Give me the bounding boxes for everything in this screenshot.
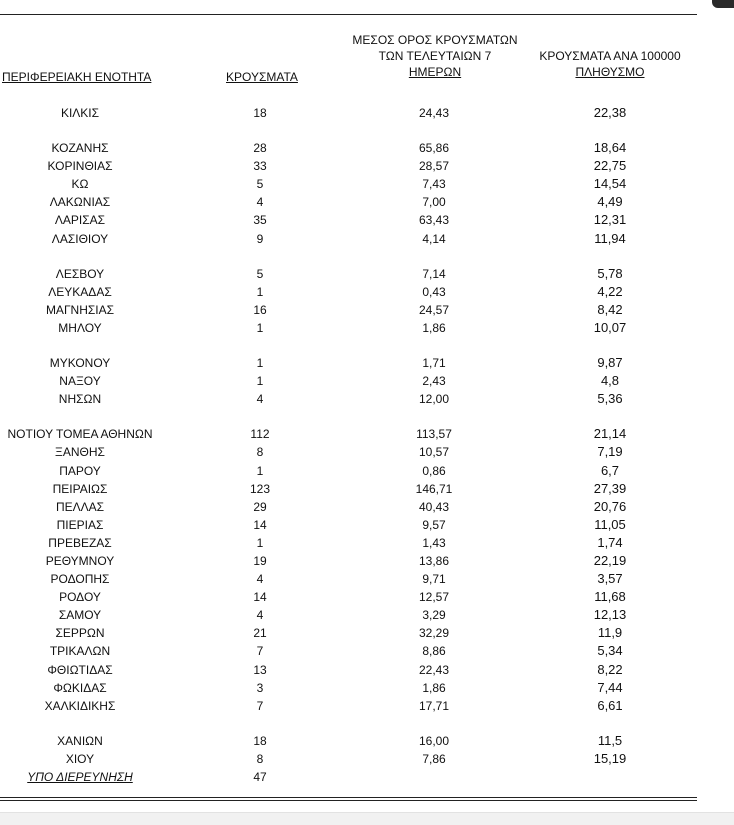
cell-average: 40,43 <box>418 499 450 514</box>
cell-cases: 1 <box>256 356 264 371</box>
cell-per-100k: 11,94 <box>594 230 626 246</box>
header-avg-line3: ΗΜΕΡΩΝ <box>408 65 462 79</box>
table-row <box>0 462 700 480</box>
cell-per-100k: 22,38 <box>593 105 627 120</box>
cell-per-100k: 4,49 <box>597 194 623 210</box>
cell-cases: 16 <box>253 302 267 317</box>
cell-average: 12,00 <box>418 392 450 407</box>
cell-average: 9,57 <box>422 517 446 532</box>
table-row <box>0 104 700 122</box>
table-row <box>0 425 700 443</box>
bottom-rule-double <box>0 800 697 801</box>
table-row <box>0 750 700 768</box>
cell-per-100k: 6,7 <box>600 462 620 478</box>
cell-cases: 33 <box>253 159 267 174</box>
cell-per-100k: 1,74 <box>597 534 623 550</box>
cell-region: ΝΗΣΩΝ <box>58 392 102 407</box>
table-row <box>0 139 700 157</box>
cell-region: ΡΟΔΟΠΗΣ <box>50 572 110 587</box>
cell-region: ΠΑΡΟΥ <box>59 463 101 478</box>
table-row-under-investigation <box>0 768 700 786</box>
cell-per-100k: 4,22 <box>597 283 623 299</box>
table-row <box>0 354 700 372</box>
cell-region: ΡΕΘΥΜΝΟΥ <box>45 553 115 568</box>
cell-cases: 4 <box>256 195 264 210</box>
cell-per-100k: 8,22 <box>597 661 623 677</box>
cell-average: 2,43 <box>422 374 446 389</box>
table-row <box>0 193 700 211</box>
table-row <box>0 157 700 175</box>
cell-cases: 4 <box>256 392 264 407</box>
table-row <box>0 697 700 715</box>
cell-per-100k: 4,8 <box>600 373 620 389</box>
cell-average: 12,57 <box>418 590 450 605</box>
cell-average: 0,86 <box>422 463 446 478</box>
table-row <box>0 319 700 337</box>
cell-cases: 19 <box>253 553 267 568</box>
table-row <box>0 552 700 570</box>
cell-per-100k: 11,68 <box>594 589 626 605</box>
header-avg-line1: ΜΕΣΟΣ ΟΡΟΣ ΚΡΟΥΣΜΑΤΩΝ <box>352 33 518 47</box>
table-row <box>0 570 700 588</box>
cell-region: ΛΑΣΙΘΙΟΥ <box>51 231 109 246</box>
cell-region: ΛΑΡΙΣΑΣ <box>54 213 106 228</box>
cell-region: ΧΙΟΥ <box>65 751 95 766</box>
cell-cases: 1 <box>256 320 264 335</box>
cell-cases: 21 <box>253 626 267 641</box>
cell-average: 7,14 <box>422 266 446 281</box>
cell-region: ΣΑΜΟΥ <box>58 608 102 623</box>
cell-average: 65,86 <box>418 141 450 156</box>
cell-cases: 4 <box>256 572 264 587</box>
cell-region: ΚΟΖΑΝΗΣ <box>51 141 109 156</box>
header-per-100k <box>510 48 710 80</box>
cell-per-100k: 11,5 <box>597 732 623 748</box>
cell-cases: 1 <box>256 463 264 478</box>
cell-per-100k: 18,64 <box>593 140 627 156</box>
cell-per-100k: 20,76 <box>593 498 627 514</box>
cell-region: ΠΙΕΡΙΑΣ <box>56 517 104 532</box>
cell-region: ΛΕΥΚΑΔΑΣ <box>48 284 112 299</box>
cell-average: 3,29 <box>422 608 446 623</box>
cell-average: 146,71 <box>415 481 453 496</box>
cell-average: 7,43 <box>422 177 446 192</box>
table-row <box>0 661 700 679</box>
cell-average: 63,43 <box>418 213 450 228</box>
cell-average: 17,71 <box>418 698 450 713</box>
cell-average: 13,86 <box>418 553 450 568</box>
cell-cases: 47 <box>253 770 267 784</box>
cell-cases: 35 <box>253 213 267 228</box>
cell-region: ΞΑΝΘΗΣ <box>55 445 105 460</box>
cell-region: ΧΑΝΙΩΝ <box>57 733 103 748</box>
cell-per-100k: 5,36 <box>597 391 623 407</box>
cell-cases: 1 <box>256 535 264 550</box>
cell-region: ΚΟΡΙΝΘΙΑΣ <box>47 159 113 174</box>
cell-cases: 112 <box>250 427 270 442</box>
table-row <box>0 498 700 516</box>
cell-average: 16,00 <box>418 733 450 748</box>
cell-average: 22,43 <box>418 662 450 677</box>
table-row <box>0 175 700 193</box>
table-row <box>0 516 700 534</box>
table-row <box>0 265 700 283</box>
table-row <box>0 534 700 552</box>
cell-per-100k: 27,39 <box>593 480 627 496</box>
cell-region: ΠΡΕΒΕΖΑΣ <box>48 535 112 550</box>
cell-region: ΚΙΛΚΙΣ <box>60 106 100 120</box>
cell-average: 4,14 <box>422 231 446 246</box>
cell-per-100k: 22,75 <box>593 158 627 174</box>
table-row <box>0 443 700 461</box>
cell-average: 9,71 <box>422 572 446 587</box>
header-cases: ΚΡΟΥΣΜΑΤΑ <box>226 70 298 84</box>
cell-region: ΜΥΚΟΝΟΥ <box>49 356 111 371</box>
cell-cases: 14 <box>253 590 267 605</box>
cell-per-100k: 9,87 <box>597 355 623 371</box>
cell-cases: 5 <box>256 266 264 281</box>
cell-average: 28,57 <box>418 159 450 174</box>
cell-per-100k: 7,19 <box>597 444 623 460</box>
cell-cases: 18 <box>253 733 267 748</box>
cell-cases: 29 <box>253 499 267 514</box>
viewer-footer-band <box>0 812 734 825</box>
cell-cases: 14 <box>253 517 267 532</box>
table-row <box>0 301 700 319</box>
table-row <box>0 679 700 697</box>
bottom-rule <box>0 797 697 798</box>
cell-average: 0,43 <box>422 284 446 299</box>
cell-per-100k: 6,61 <box>597 697 623 713</box>
cell-per-100k: 12,13 <box>593 607 627 623</box>
table-row <box>0 372 700 390</box>
cell-region: ΜΗΛΟΥ <box>58 320 102 335</box>
cell-average: 1,86 <box>422 320 446 335</box>
cell-average: 24,57 <box>418 302 450 317</box>
cell-cases: 13 <box>253 662 267 677</box>
top-rule <box>0 14 697 15</box>
cell-per-100k: 12,31 <box>593 212 627 228</box>
cell-average: 1,43 <box>422 535 446 550</box>
header-region: ΠΕΡΙΦΕΡΕΙΑΚΗ ΕΝΟΤΗΤΑ <box>2 70 152 84</box>
header-avg-line2: ΤΩΝ ΤΕΛΕΥΤΑΙΩΝ 7 <box>378 49 492 63</box>
cell-average: 1,86 <box>422 680 446 695</box>
cell-cases: 8 <box>256 445 264 460</box>
cell-per-100k: 11,9 <box>597 625 623 641</box>
cell-average: 113,57 <box>416 427 452 442</box>
cell-per-100k: 10,07 <box>593 319 627 335</box>
cell-region: ΚΩ <box>71 177 89 192</box>
table-row <box>0 606 700 624</box>
cell-average: 7,00 <box>422 195 446 210</box>
header-per-line1: ΚΡΟΥΣΜΑΤΑ ΑΝΑ 100000 <box>539 49 681 63</box>
cell-per-100k: 14,54 <box>593 176 627 192</box>
table-row <box>0 624 700 642</box>
cell-cases: 28 <box>253 141 267 156</box>
cell-region: ΡΟΔΟΥ <box>59 590 101 605</box>
table-header <box>0 32 700 88</box>
table-row <box>0 283 700 301</box>
cell-cases: 123 <box>249 481 271 496</box>
cell-per-100k: 15,19 <box>593 750 627 766</box>
cell-cases: 1 <box>256 374 264 389</box>
cell-average: 7,86 <box>422 751 446 766</box>
cell-region: ΝΟΤΙΟΥ ΤΟΜΕΑ ΑΘΗΝΩΝ <box>7 427 153 442</box>
cell-region: ΣΕΡΡΩΝ <box>55 626 105 641</box>
table-row <box>0 642 700 660</box>
cell-region: ΤΡΙΚΑΛΩΝ <box>49 644 111 659</box>
cell-per-100k: 5,34 <box>597 643 623 659</box>
cell-per-100k: 3,57 <box>597 571 623 587</box>
cell-per-100k: 8,42 <box>597 301 623 317</box>
cell-region: ΦΩΚΙΔΑΣ <box>53 680 107 695</box>
cell-cases: 7 <box>256 644 264 659</box>
cell-region: ΦΘΙΩΤΙΔΑΣ <box>47 662 113 677</box>
cell-per-100k: 7,44 <box>597 679 623 695</box>
cell-per-100k: 22,19 <box>593 552 627 568</box>
cell-region: ΛΕΣΒΟΥ <box>55 266 105 281</box>
cell-cases: 5 <box>256 177 264 192</box>
table-row <box>0 230 700 248</box>
cell-average: 32,29 <box>418 626 450 641</box>
cell-region: ΛΑΚΩΝΙΑΣ <box>49 195 111 210</box>
cell-region: ΥΠΟ ΔΙΕΡΕΥΝΗΣΗ <box>27 770 133 784</box>
cell-cases: 3 <box>256 680 264 695</box>
cell-region: ΜΑΓΝΗΣΙΑΣ <box>45 302 115 317</box>
cell-cases: 1 <box>256 284 264 299</box>
table-row <box>0 732 700 750</box>
cell-average: 1,71 <box>422 356 446 371</box>
cell-cases: 9 <box>256 231 264 246</box>
cell-cases: 18 <box>253 106 267 120</box>
table-row <box>0 211 700 229</box>
table-body <box>0 104 700 786</box>
cell-per-100k: 11,05 <box>594 516 626 532</box>
cell-per-100k: 5,78 <box>597 265 623 281</box>
table-row <box>0 480 700 498</box>
cell-cases: 8 <box>256 751 264 766</box>
cell-per-100k: 21,14 <box>593 426 627 442</box>
viewer-corner-tab <box>712 0 734 8</box>
cell-average: 8,86 <box>422 644 446 659</box>
cell-region: ΝΑΞΟΥ <box>59 374 101 389</box>
cell-region: ΠΕΙΡΑΙΩΣ <box>52 481 108 496</box>
table-row <box>0 588 700 606</box>
header-seven-day-average <box>335 32 535 80</box>
table-row <box>0 390 700 408</box>
cell-cases: 7 <box>256 698 264 713</box>
cell-average: 10,57 <box>418 445 450 460</box>
cell-region: ΠΕΛΛΑΣ <box>55 499 105 514</box>
cell-region: ΧΑΛΚΙΔΙΚΗΣ <box>44 698 116 713</box>
cell-cases: 4 <box>256 608 264 623</box>
cell-average: 24,43 <box>418 106 450 120</box>
header-per-line2: ΠΛΗΘΥΣΜΟ <box>575 65 645 79</box>
